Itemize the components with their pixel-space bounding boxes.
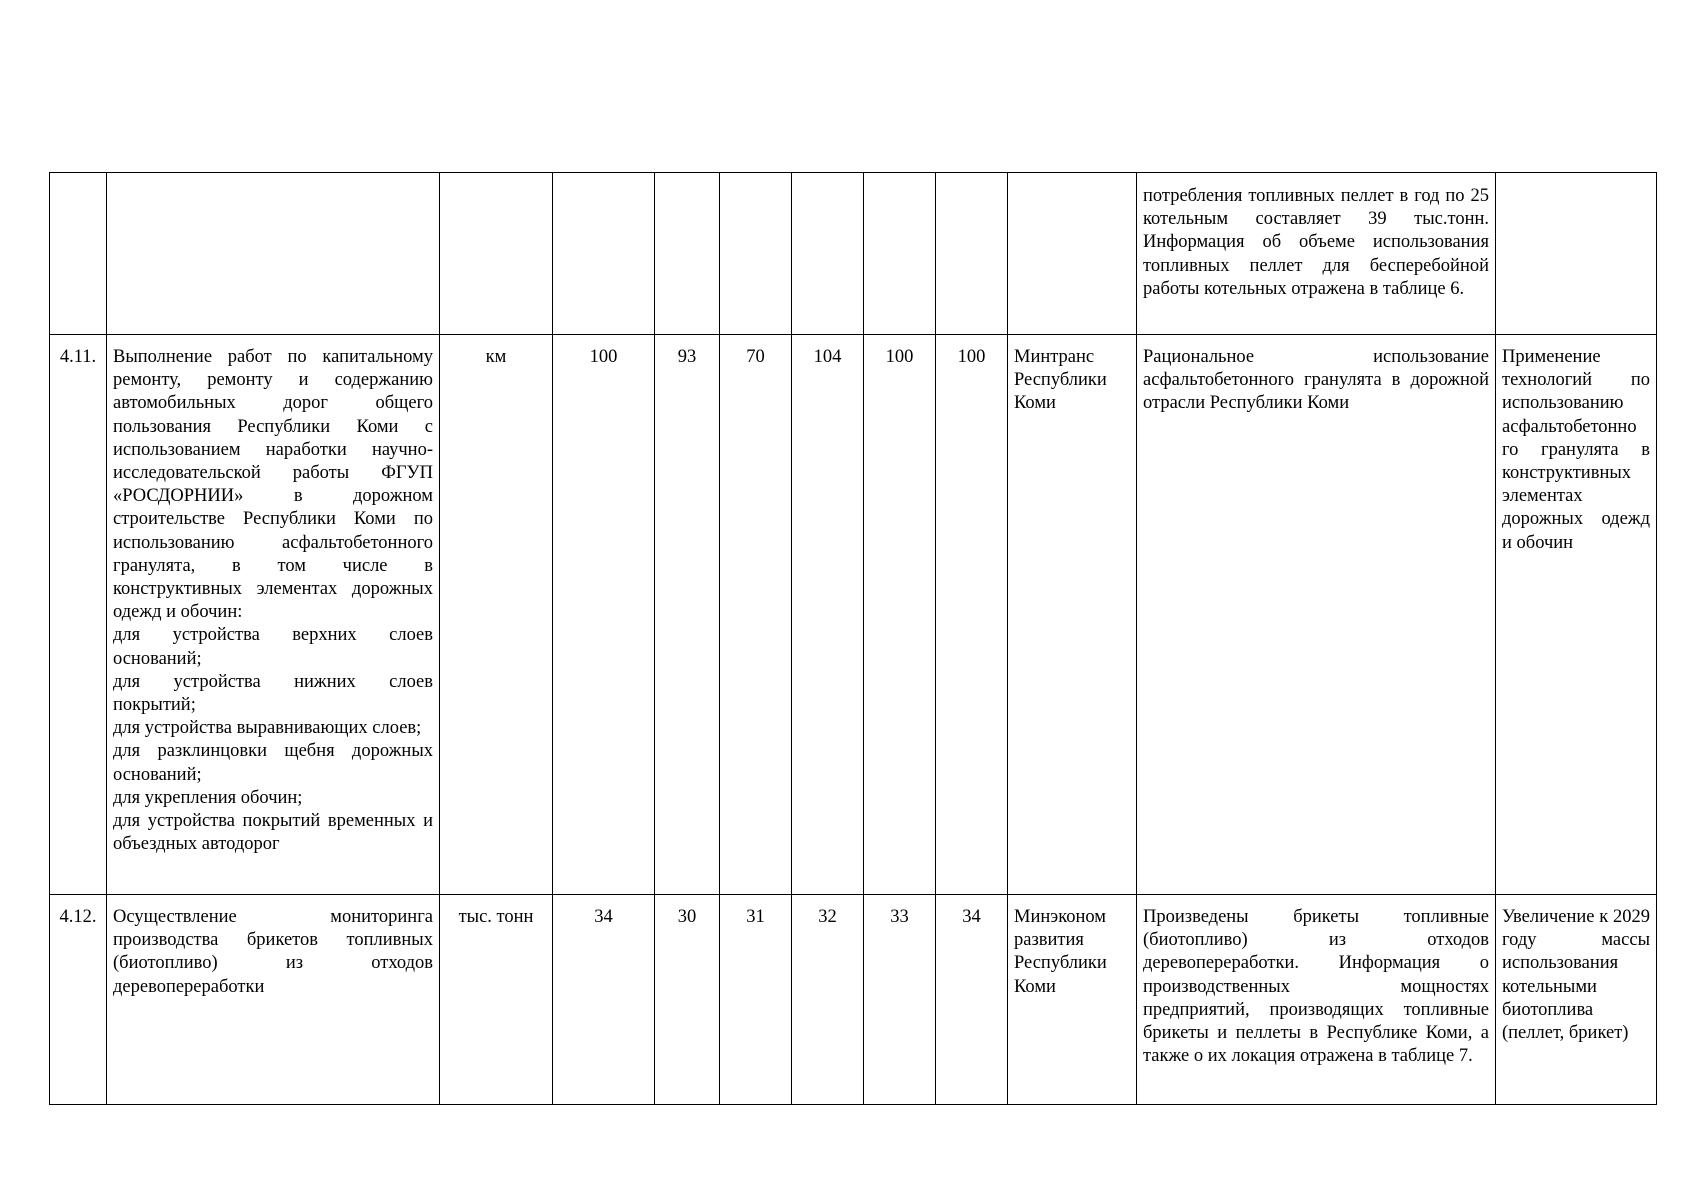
table-row-4-12 <box>50 895 1657 1105</box>
row-number-cell <box>50 173 107 335</box>
value-cell <box>720 173 792 335</box>
result-cell: потребления топливных пеллет в год по 25 котельным составляет 39 тыс.тонн. Информация об объеме использования топливных пеллет для бесперебойной работы котельных отражена в таблице 6. <box>1137 173 1496 335</box>
description-item: для устройства нижних слоев покрытий; <box>113 671 433 716</box>
responsible-cell: Минэконом развития Республики Коми <box>1008 895 1137 1105</box>
row-number-cell: 4.11. <box>50 335 107 895</box>
description-item: для устройства покрытий временных и объездных автодорог <box>113 811 433 855</box>
result-text: Произведены брикеты топливные (биотопливо) из отходов деревопереработки. Информация о производственных мощностях предприятий, производящих топливные брикеты и пеллеты в Республике Коми, а также о их локация отражена в таблице 7. <box>1143 907 1489 1067</box>
effect-text: Применение технологий по использованию асфальтобетонно го гранулята в конструктивных элементах дорожных одежд и обочин <box>1502 347 1650 553</box>
responsible-cell: Минтранс Республики Коми <box>1008 335 1137 895</box>
value-cell <box>553 173 655 335</box>
description-cell <box>107 173 440 335</box>
value-cell: 34 <box>936 895 1008 1105</box>
value-cell: 104 <box>792 335 864 895</box>
value-cell: 70 <box>720 335 792 895</box>
result-text: Рациональное использование асфальтобетонного гранулята в дорожной отрасли Республики Коми <box>1143 347 1489 414</box>
value-cell: 31 <box>720 895 792 1105</box>
effect-text: Увеличение к 2029 году массы использования котельными биотоплива (пеллет, брикет) <box>1502 907 1650 1044</box>
description-cell <box>107 895 440 1105</box>
result-cell <box>1137 895 1496 1105</box>
table-row-continuation <box>50 173 1657 335</box>
description-item: для укрепления обочин; <box>113 787 303 808</box>
description-paragraph: Выполнение работ по капитальному ремонту, ремонту и содержанию автомобильных дорог общего пользования Республики Коми с использованием наработки научно-исследовательской работы ФГУП «РОСДОРНИИ» в дорожном строительстве Республики Коми по использованию асфальтобетонного гранулята, в том числе в конструктивных элементах дорожных одежд и обочин: <box>113 347 433 623</box>
value-cell <box>864 173 936 335</box>
value-cell: 100 <box>936 335 1008 895</box>
effect-cell <box>1496 173 1657 335</box>
value-cell: 100 <box>864 335 936 895</box>
value-cell: 93 <box>655 335 720 895</box>
unit-cell <box>440 173 553 335</box>
measures-table <box>49 172 1657 1105</box>
responsible-cell <box>1008 173 1137 335</box>
unit-cell: тыс. тонн <box>440 895 553 1105</box>
value-cell: 32 <box>792 895 864 1105</box>
description-item: для устройства выравнивающих слоев; <box>113 718 422 739</box>
effect-cell <box>1496 335 1657 895</box>
unit-cell: км <box>440 335 553 895</box>
result-cell <box>1137 335 1496 895</box>
value-cell: 30 <box>655 895 720 1105</box>
value-cell <box>936 173 1008 335</box>
value-cell: 33 <box>864 895 936 1105</box>
row-number-cell: 4.12. <box>50 895 107 1105</box>
value-cell: 34 <box>553 895 655 1105</box>
description-item: для устройства верхних слоев оснований; <box>113 625 433 669</box>
description-cell <box>107 335 440 895</box>
description-paragraph: Осуществление мониторинга производства брикетов топливных (биотопливо) из отходов деревопереработки <box>113 907 433 997</box>
value-cell <box>655 173 720 335</box>
table-row-4-11 <box>50 335 1657 895</box>
description-item: для разклинцовки щебня дорожных оснований; <box>113 741 433 785</box>
value-cell: 100 <box>553 335 655 895</box>
effect-cell <box>1496 895 1657 1105</box>
value-cell <box>792 173 864 335</box>
